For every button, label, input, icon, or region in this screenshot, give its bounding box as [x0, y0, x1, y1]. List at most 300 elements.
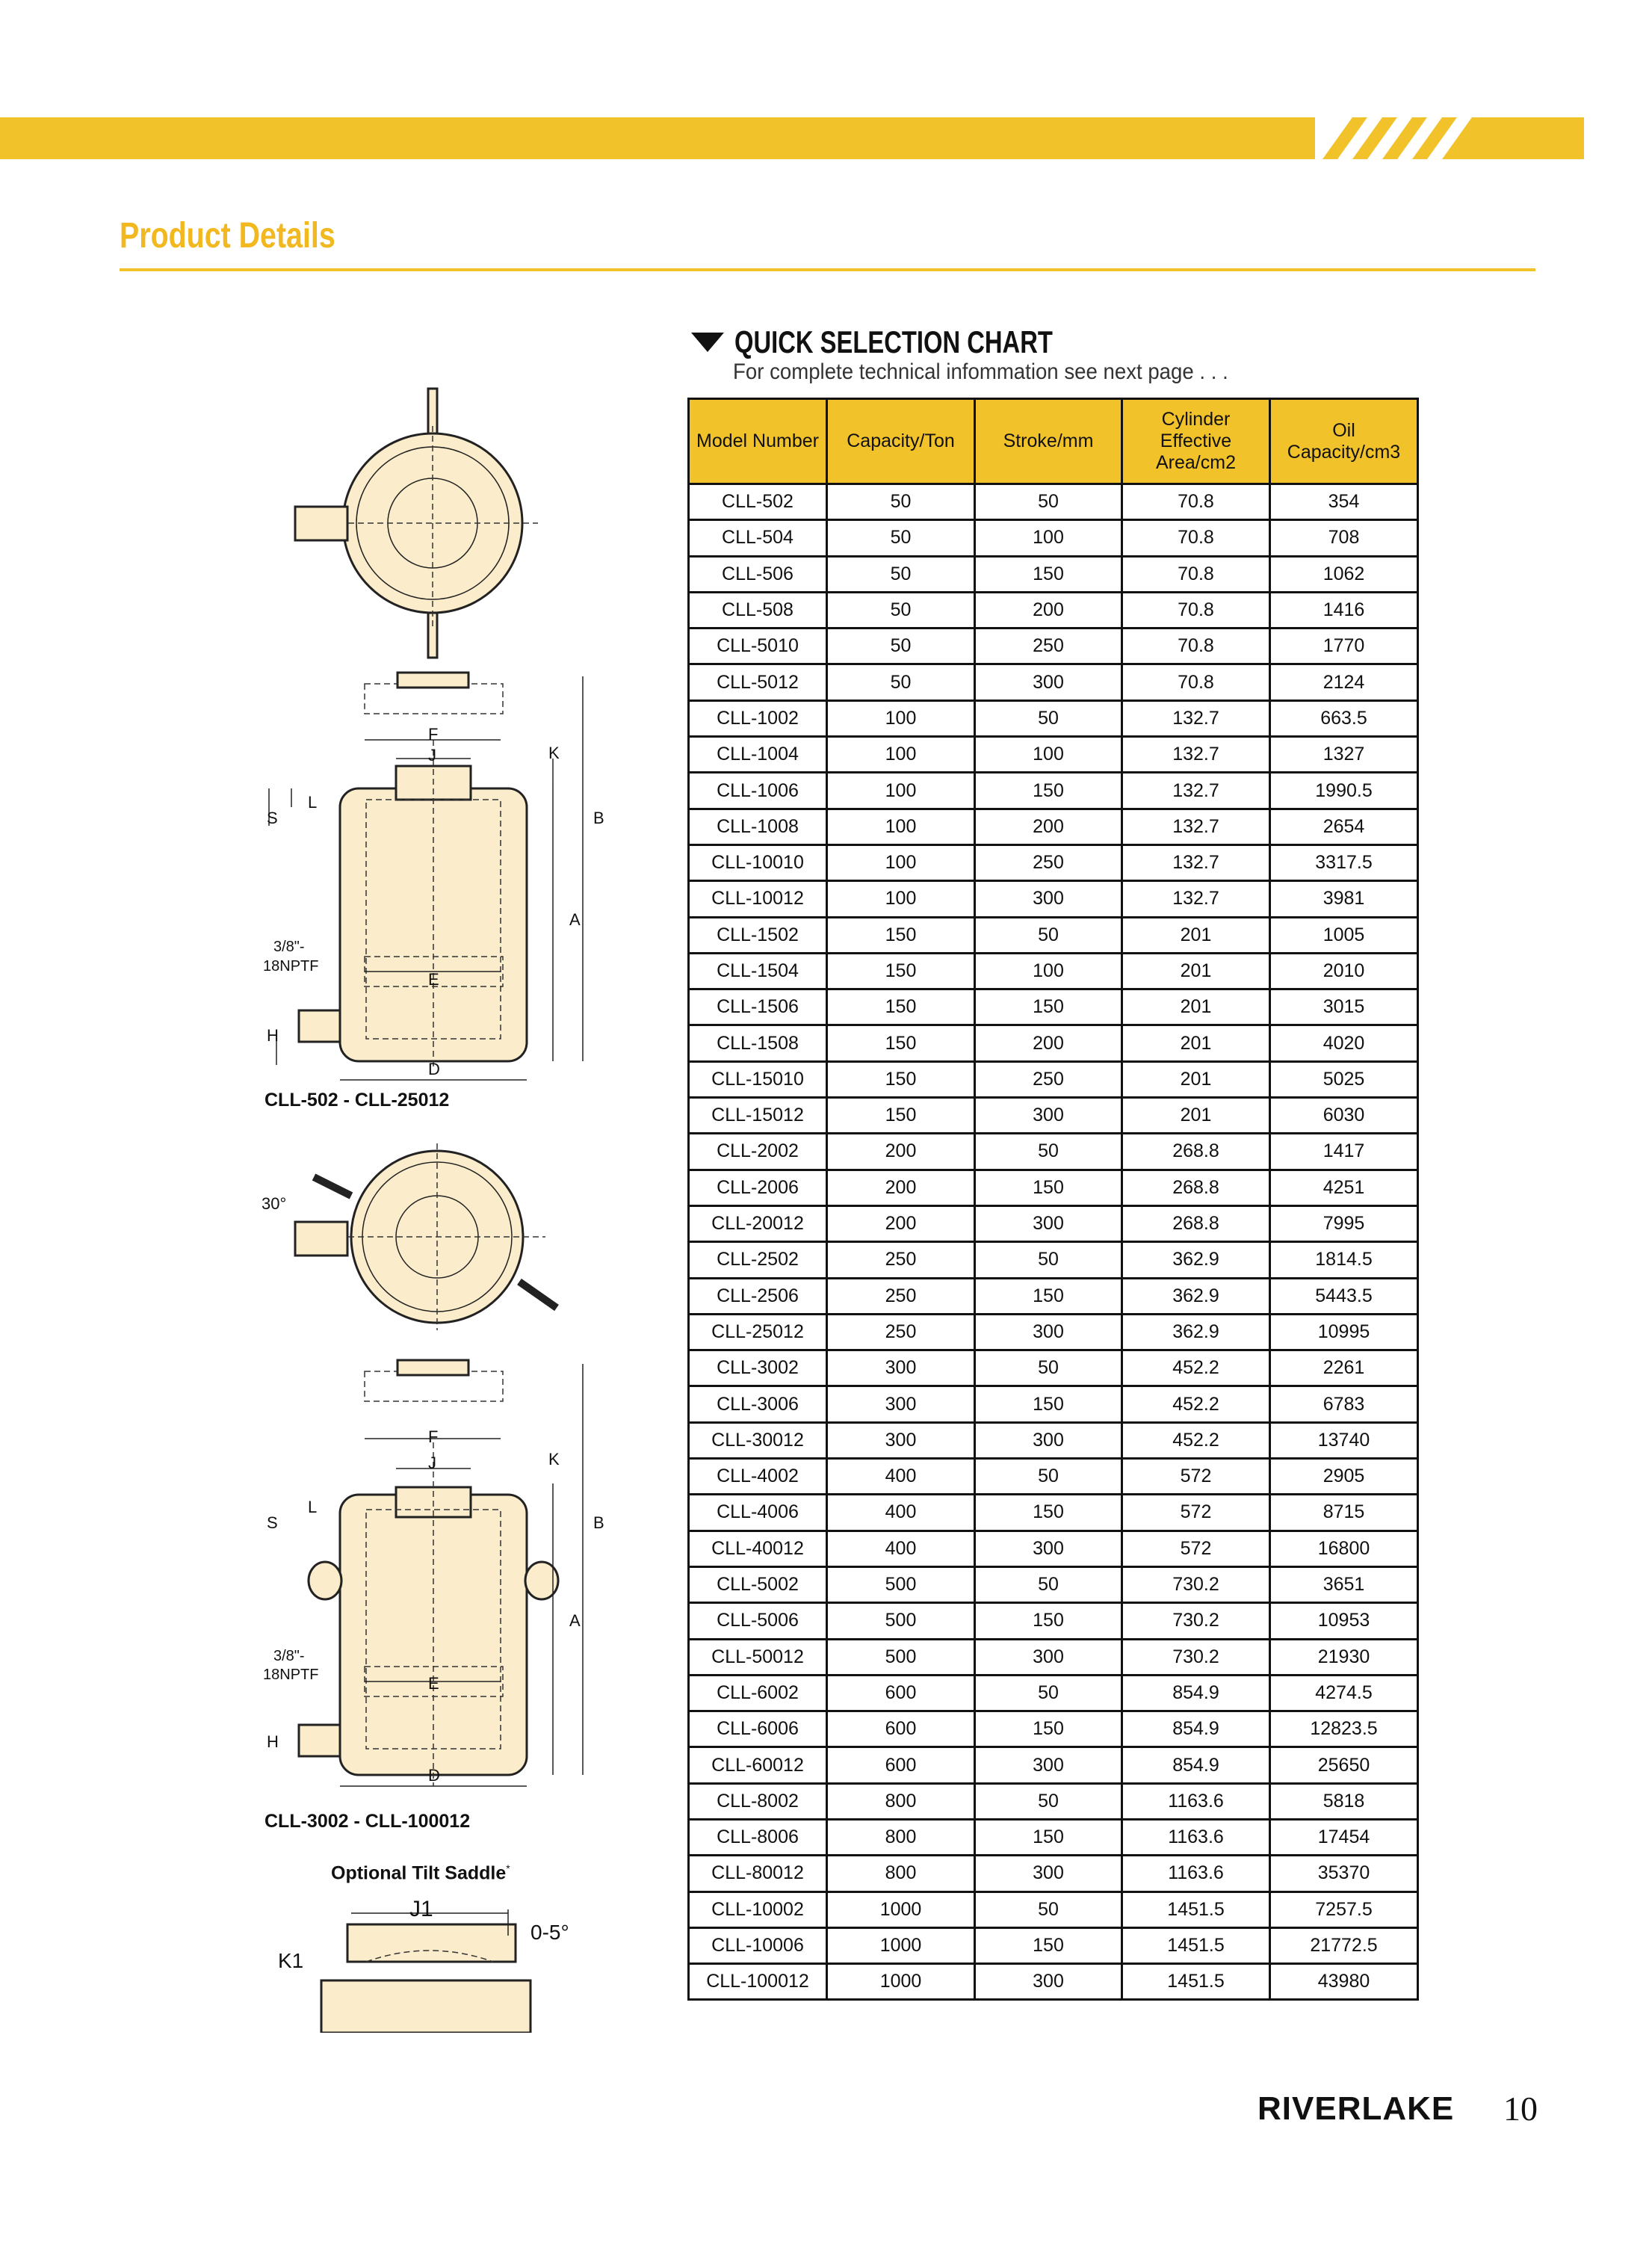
- cell-area: 201: [1122, 953, 1270, 989]
- side-view-2: [299, 1360, 583, 1786]
- cell-capacity: 50: [827, 629, 975, 664]
- cell-model: CLL-8002: [689, 1783, 827, 1819]
- cell-area: 1451.5: [1122, 1927, 1270, 1963]
- cell-stroke: 50: [975, 917, 1122, 953]
- table-row: [689, 1856, 1418, 1892]
- dim-label-d-2: D: [428, 1766, 440, 1785]
- cell-capacity: 300: [827, 1422, 975, 1458]
- table-row: [689, 592, 1418, 628]
- cell-area: 1163.6: [1122, 1856, 1270, 1892]
- dim-label-a: A: [569, 910, 581, 929]
- cell-stroke: 50: [975, 1350, 1122, 1386]
- cell-oil: 7257.5: [1270, 1892, 1418, 1927]
- cell-stroke: 50: [975, 484, 1122, 520]
- cell-stroke: 50: [975, 1892, 1122, 1927]
- table-row: [689, 1278, 1418, 1314]
- cell-oil: 354: [1270, 484, 1418, 520]
- cell-stroke: 50: [975, 1242, 1122, 1278]
- table-row: [689, 1783, 1418, 1819]
- cell-oil: 8715: [1270, 1495, 1418, 1531]
- cell-area: 362.9: [1122, 1278, 1270, 1314]
- cell-area: 730.2: [1122, 1639, 1270, 1675]
- cell-area: 70.8: [1122, 592, 1270, 628]
- cell-stroke: 100: [975, 520, 1122, 556]
- cell-capacity: 250: [827, 1242, 975, 1278]
- cell-model: CLL-4002: [689, 1459, 827, 1495]
- cell-oil: 6783: [1270, 1386, 1418, 1422]
- cell-model: CLL-508: [689, 592, 827, 628]
- cell-stroke: 300: [975, 1964, 1122, 2000]
- cell-stroke: 150: [975, 1927, 1122, 1963]
- cell-area: 362.9: [1122, 1242, 1270, 1278]
- cell-oil: 21930: [1270, 1639, 1418, 1675]
- cell-model: CLL-2006: [689, 1170, 827, 1205]
- cell-capacity: 500: [827, 1566, 975, 1602]
- cell-capacity: 150: [827, 989, 975, 1025]
- cell-model: CLL-8006: [689, 1819, 827, 1855]
- dim-label-j: J: [428, 746, 436, 765]
- cell-model: CLL-2506: [689, 1278, 827, 1314]
- dim-label-e-2: E: [428, 1674, 439, 1693]
- cell-stroke: 150: [975, 1170, 1122, 1205]
- dim-label-h: H: [267, 1026, 279, 1045]
- cell-oil: 3651: [1270, 1566, 1418, 1602]
- header-stripes: [1270, 117, 1584, 159]
- table-row: [689, 1819, 1418, 1855]
- cell-model: CLL-504: [689, 520, 827, 556]
- cell-capacity: 1000: [827, 1927, 975, 1963]
- cell-area: 572: [1122, 1459, 1270, 1495]
- cell-oil: 10953: [1270, 1603, 1418, 1639]
- dim-label-k: K: [548, 744, 560, 762]
- cell-model: CLL-80012: [689, 1856, 827, 1892]
- top-view-2: [295, 1143, 557, 1330]
- table-row: [689, 737, 1418, 773]
- cell-stroke: 150: [975, 773, 1122, 809]
- cell-area: 268.8: [1122, 1134, 1270, 1170]
- cell-model: CLL-1004: [689, 737, 827, 773]
- cell-stroke: 150: [975, 1278, 1122, 1314]
- dim-label-l: L: [308, 793, 318, 812]
- cell-area: 201: [1122, 989, 1270, 1025]
- cell-model: CLL-25012: [689, 1314, 827, 1350]
- cell-capacity: 250: [827, 1314, 975, 1350]
- cell-capacity: 100: [827, 881, 975, 917]
- cell-model: CLL-20012: [689, 1205, 827, 1241]
- cell-capacity: 50: [827, 520, 975, 556]
- cell-stroke: 300: [975, 1531, 1122, 1566]
- cell-capacity: 100: [827, 700, 975, 736]
- cell-model: CLL-10006: [689, 1927, 827, 1963]
- cell-stroke: 300: [975, 1098, 1122, 1134]
- cell-stroke: 50: [975, 1459, 1122, 1495]
- cell-capacity: 800: [827, 1856, 975, 1892]
- cell-oil: 12823.5: [1270, 1711, 1418, 1747]
- table-row: [689, 1314, 1418, 1350]
- cell-capacity: 50: [827, 592, 975, 628]
- cell-stroke: 150: [975, 1495, 1122, 1531]
- cell-oil: 5443.5: [1270, 1278, 1418, 1314]
- dim-label-f-2: F: [428, 1427, 439, 1446]
- dim-label-b: B: [593, 809, 604, 827]
- table-row: [689, 1098, 1418, 1134]
- dim-label-h-2: H: [267, 1732, 279, 1751]
- cell-model: CLL-3002: [689, 1350, 827, 1386]
- brand-logo: RIVERLAKE: [1257, 2090, 1455, 2127]
- cell-area: 132.7: [1122, 881, 1270, 917]
- cell-model: CLL-15012: [689, 1098, 827, 1134]
- port-label-b: 3/8"-: [273, 1648, 305, 1664]
- cell-stroke: 300: [975, 664, 1122, 700]
- table-row: [689, 1134, 1418, 1170]
- cell-capacity: 50: [827, 556, 975, 592]
- cell-area: 201: [1122, 1098, 1270, 1134]
- chart-title: QUICK SELECTION CHART: [734, 324, 1053, 359]
- cell-model: CLL-2002: [689, 1134, 827, 1170]
- dim-label-b-2: B: [593, 1513, 604, 1532]
- cell-oil: 4020: [1270, 1025, 1418, 1061]
- port-label-2: 18NPTF: [263, 958, 319, 975]
- cell-stroke: 50: [975, 700, 1122, 736]
- cell-model: CLL-10002: [689, 1892, 827, 1927]
- angle-label: 30°: [262, 1194, 287, 1213]
- cell-oil: 7995: [1270, 1205, 1418, 1241]
- page-number: 10: [1503, 2090, 1538, 2128]
- cell-model: CLL-6006: [689, 1711, 827, 1747]
- chart-heading: [691, 324, 1142, 361]
- dim-label-j1: J1: [409, 1897, 433, 1921]
- section-title: Product Details: [120, 216, 335, 256]
- table-row: [689, 556, 1418, 592]
- cell-stroke: 300: [975, 881, 1122, 917]
- cell-capacity: 150: [827, 953, 975, 989]
- tilt-saddle-view: [321, 1909, 530, 2033]
- table-row: [689, 1964, 1418, 2000]
- cell-area: 201: [1122, 1061, 1270, 1097]
- cell-capacity: 100: [827, 773, 975, 809]
- table-row: [689, 917, 1418, 953]
- table-row: [689, 664, 1418, 700]
- cell-stroke: 150: [975, 1386, 1122, 1422]
- dim-label-k1: K1: [278, 1949, 304, 1972]
- table-row: [689, 1639, 1418, 1675]
- cell-capacity: 800: [827, 1783, 975, 1819]
- cell-stroke: 50: [975, 1675, 1122, 1711]
- dim-label-s: S: [267, 809, 278, 827]
- cell-area: 730.2: [1122, 1603, 1270, 1639]
- cell-capacity: 100: [827, 737, 975, 773]
- cell-model: CLL-1508: [689, 1025, 827, 1061]
- cell-capacity: 500: [827, 1639, 975, 1675]
- cell-stroke: 200: [975, 809, 1122, 844]
- cell-model: CLL-5002: [689, 1566, 827, 1602]
- cell-stroke: 300: [975, 1314, 1122, 1350]
- cell-stroke: 150: [975, 1819, 1122, 1855]
- dim-label-d: D: [428, 1060, 440, 1078]
- cell-model: CLL-1506: [689, 989, 827, 1025]
- drawing-caption-3: Optional Tilt Saddle*: [331, 1862, 510, 1884]
- cell-model: CLL-5006: [689, 1603, 827, 1639]
- col-header-oil: Oil Capacity/cm3: [1270, 399, 1418, 484]
- cell-capacity: 100: [827, 809, 975, 844]
- cell-model: CLL-10010: [689, 844, 827, 880]
- cell-stroke: 50: [975, 1783, 1122, 1819]
- dim-label-e: E: [428, 970, 439, 989]
- cell-oil: 6030: [1270, 1098, 1418, 1134]
- cell-oil: 1814.5: [1270, 1242, 1418, 1278]
- cell-oil: 35370: [1270, 1856, 1418, 1892]
- cell-oil: 1005: [1270, 917, 1418, 953]
- cell-capacity: 200: [827, 1134, 975, 1170]
- cell-oil: 1770: [1270, 629, 1418, 664]
- table-row: [689, 809, 1418, 844]
- dim-label-a-2: A: [569, 1611, 581, 1630]
- cell-area: 201: [1122, 917, 1270, 953]
- quick-selection-table: [687, 398, 1419, 2001]
- cell-model: CLL-15010: [689, 1061, 827, 1097]
- cell-stroke: 150: [975, 1711, 1122, 1747]
- cell-capacity: 150: [827, 917, 975, 953]
- cell-stroke: 100: [975, 737, 1122, 773]
- cell-area: 1451.5: [1122, 1892, 1270, 1927]
- cell-oil: 5025: [1270, 1061, 1418, 1097]
- table-row: [689, 953, 1418, 989]
- side-view-1: [269, 673, 583, 1080]
- cell-capacity: 200: [827, 1205, 975, 1241]
- cell-model: CLL-1502: [689, 917, 827, 953]
- table-row: [689, 1025, 1418, 1061]
- cell-capacity: 150: [827, 1025, 975, 1061]
- table-row: [689, 1747, 1418, 1783]
- cell-model: CLL-1006: [689, 773, 827, 809]
- cell-area: 70.8: [1122, 556, 1270, 592]
- cell-capacity: 400: [827, 1459, 975, 1495]
- cell-stroke: 300: [975, 1639, 1122, 1675]
- cell-capacity: 800: [827, 1819, 975, 1855]
- table-row: [689, 1711, 1418, 1747]
- cell-area: 132.7: [1122, 737, 1270, 773]
- table-row: [689, 1892, 1418, 1927]
- cell-capacity: 200: [827, 1170, 975, 1205]
- cell-oil: 1417: [1270, 1134, 1418, 1170]
- dim-label-k-2: K: [548, 1450, 560, 1469]
- cell-oil: 16800: [1270, 1531, 1418, 1566]
- cell-stroke: 50: [975, 1134, 1122, 1170]
- cell-oil: 1062: [1270, 556, 1418, 592]
- cell-area: 70.8: [1122, 520, 1270, 556]
- cell-oil: 1327: [1270, 737, 1418, 773]
- cell-oil: 13740: [1270, 1422, 1418, 1458]
- cell-model: CLL-60012: [689, 1747, 827, 1783]
- cell-area: 572: [1122, 1495, 1270, 1531]
- cell-oil: 5818: [1270, 1783, 1418, 1819]
- cell-capacity: 600: [827, 1747, 975, 1783]
- col-header-model: Model Number: [689, 399, 827, 484]
- cell-capacity: 500: [827, 1603, 975, 1639]
- cell-oil: 3981: [1270, 881, 1418, 917]
- cell-oil: 2905: [1270, 1459, 1418, 1495]
- chart-subtitle: For complete technical infommation see next page . . .: [733, 359, 1228, 384]
- cell-oil: 4251: [1270, 1170, 1418, 1205]
- table-row: [689, 844, 1418, 880]
- col-header-area: Cylinder Effective Area/cm2: [1122, 399, 1270, 484]
- cell-oil: 3317.5: [1270, 844, 1418, 880]
- cell-capacity: 250: [827, 1278, 975, 1314]
- cell-area: 1163.6: [1122, 1783, 1270, 1819]
- cell-capacity: 300: [827, 1386, 975, 1422]
- table-header-row: [689, 399, 1418, 484]
- table-row: [689, 1242, 1418, 1278]
- cell-stroke: 200: [975, 592, 1122, 628]
- drawing-caption-2: CLL-3002 - CLL-100012: [264, 1811, 471, 1832]
- table-row: [689, 1386, 1418, 1422]
- table-row: [689, 1495, 1418, 1531]
- cell-model: CLL-100012: [689, 1964, 827, 2000]
- cell-stroke: 300: [975, 1205, 1122, 1241]
- cell-stroke: 50: [975, 1566, 1122, 1602]
- cell-area: 132.7: [1122, 773, 1270, 809]
- cell-area: 70.8: [1122, 484, 1270, 520]
- cell-capacity: 600: [827, 1711, 975, 1747]
- table-row: [689, 989, 1418, 1025]
- dim-label-s-2: S: [267, 1513, 278, 1532]
- cell-model: CLL-10012: [689, 881, 827, 917]
- table-row: [689, 1927, 1418, 1963]
- cell-capacity: 1000: [827, 1892, 975, 1927]
- cell-oil: 708: [1270, 520, 1418, 556]
- cell-model: CLL-5012: [689, 664, 827, 700]
- table-row: [689, 881, 1418, 917]
- drawing-caption-1: CLL-502 - CLL-25012: [264, 1090, 450, 1111]
- cell-stroke: 300: [975, 1747, 1122, 1783]
- cell-area: 452.2: [1122, 1350, 1270, 1386]
- cell-oil: 17454: [1270, 1819, 1418, 1855]
- cell-area: 572: [1122, 1531, 1270, 1566]
- cell-stroke: 250: [975, 1061, 1122, 1097]
- top-view-1: [295, 389, 538, 658]
- cell-model: CLL-1008: [689, 809, 827, 844]
- table-row: [689, 520, 1418, 556]
- cell-area: 132.7: [1122, 809, 1270, 844]
- cell-model: CLL-30012: [689, 1422, 827, 1458]
- cell-model: CLL-4006: [689, 1495, 827, 1531]
- cell-area: 1163.6: [1122, 1819, 1270, 1855]
- header-accent-bar: [0, 117, 1285, 159]
- cell-capacity: 400: [827, 1531, 975, 1566]
- table-row: [689, 1205, 1418, 1241]
- table-row: [689, 1350, 1418, 1386]
- cell-area: 268.8: [1122, 1205, 1270, 1241]
- cell-stroke: 150: [975, 556, 1122, 592]
- cell-oil: 2010: [1270, 953, 1418, 989]
- section-divider: [120, 268, 1535, 271]
- cell-oil: 2261: [1270, 1350, 1418, 1386]
- table-row: [689, 773, 1418, 809]
- cell-capacity: 50: [827, 484, 975, 520]
- table-row: [689, 1675, 1418, 1711]
- cell-stroke: 100: [975, 953, 1122, 989]
- cell-stroke: 200: [975, 1025, 1122, 1061]
- table-row: [689, 1566, 1418, 1602]
- cell-model: CLL-3006: [689, 1386, 827, 1422]
- cell-model: CLL-5010: [689, 629, 827, 664]
- cell-area: 452.2: [1122, 1422, 1270, 1458]
- cell-capacity: 400: [827, 1495, 975, 1531]
- cell-model: CLL-506: [689, 556, 827, 592]
- cell-model: CLL-50012: [689, 1639, 827, 1675]
- cell-area: 854.9: [1122, 1747, 1270, 1783]
- triangle-down-icon: [691, 333, 724, 352]
- table-row: [689, 1459, 1418, 1495]
- cell-oil: 4274.5: [1270, 1675, 1418, 1711]
- cell-oil: 1416: [1270, 592, 1418, 628]
- cell-oil: 43980: [1270, 1964, 1418, 2000]
- table-row: [689, 700, 1418, 736]
- cell-model: CLL-1504: [689, 953, 827, 989]
- table-row: [689, 1422, 1418, 1458]
- cell-area: 730.2: [1122, 1566, 1270, 1602]
- cell-area: 268.8: [1122, 1170, 1270, 1205]
- cell-oil: 1990.5: [1270, 773, 1418, 809]
- cell-area: 854.9: [1122, 1675, 1270, 1711]
- table-row: [689, 1603, 1418, 1639]
- cell-capacity: 100: [827, 844, 975, 880]
- cell-area: 362.9: [1122, 1314, 1270, 1350]
- cell-model: CLL-502: [689, 484, 827, 520]
- cell-oil: 10995: [1270, 1314, 1418, 1350]
- col-header-stroke: Stroke/mm: [975, 399, 1122, 484]
- cell-capacity: 1000: [827, 1964, 975, 2000]
- cell-oil: 2124: [1270, 664, 1418, 700]
- cell-stroke: 150: [975, 1603, 1122, 1639]
- cell-area: 132.7: [1122, 700, 1270, 736]
- cell-area: 854.9: [1122, 1711, 1270, 1747]
- port-label: 3/8"-: [273, 939, 305, 955]
- cell-capacity: 50: [827, 664, 975, 700]
- cell-model: CLL-1002: [689, 700, 827, 736]
- cell-stroke: 250: [975, 629, 1122, 664]
- cell-area: 201: [1122, 1025, 1270, 1061]
- dim-label-f: F: [428, 725, 439, 744]
- cell-stroke: 300: [975, 1856, 1122, 1892]
- cell-capacity: 150: [827, 1061, 975, 1097]
- table-row: [689, 1531, 1418, 1566]
- cell-area: 70.8: [1122, 664, 1270, 700]
- cell-oil: 663.5: [1270, 700, 1418, 736]
- cell-stroke: 300: [975, 1422, 1122, 1458]
- cell-area: 1451.5: [1122, 1964, 1270, 2000]
- cell-stroke: 250: [975, 844, 1122, 880]
- cell-oil: 25650: [1270, 1747, 1418, 1783]
- cell-model: CLL-2502: [689, 1242, 827, 1278]
- table-row: [689, 484, 1418, 520]
- cell-capacity: 600: [827, 1675, 975, 1711]
- table-row: [689, 1061, 1418, 1097]
- dim-label-l-2: L: [308, 1498, 318, 1516]
- cell-model: CLL-6002: [689, 1675, 827, 1711]
- col-header-capacity: Capacity/Ton: [827, 399, 975, 484]
- cell-area: 132.7: [1122, 844, 1270, 880]
- port-label-b-2: 18NPTF: [263, 1667, 319, 1683]
- cell-stroke: 150: [975, 989, 1122, 1025]
- cell-model: CLL-40012: [689, 1531, 827, 1566]
- cell-capacity: 300: [827, 1350, 975, 1386]
- cell-area: 452.2: [1122, 1386, 1270, 1422]
- table-row: [689, 629, 1418, 664]
- cell-oil: 21772.5: [1270, 1927, 1418, 1963]
- tilt-angle-label: 0-5°: [530, 1921, 569, 1944]
- cell-area: 70.8: [1122, 629, 1270, 664]
